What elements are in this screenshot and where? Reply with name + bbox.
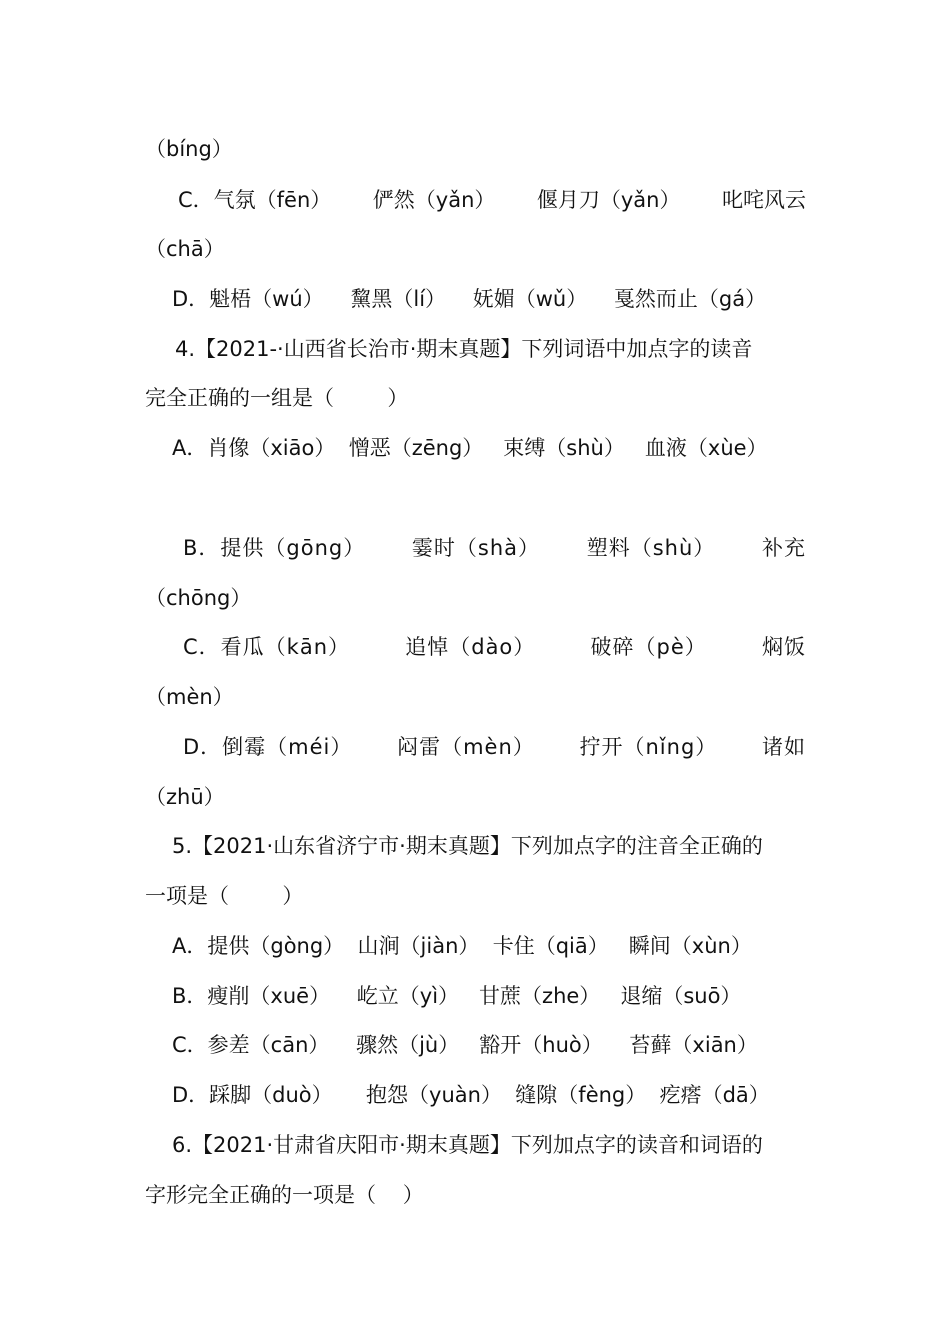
q4-option-c <box>183 633 806 661</box>
option-c-item-1: C．看瓜（kān） <box>183 635 351 659</box>
question-6-stem: 6.【2021·甘肃省庆阳市·期末真题】下列加点字的读音和词语的 <box>172 1133 763 1157</box>
q4-option-a: A．肖像（xiāo） 憎恶（zēng） 束缚（shù） 血液（xùe） <box>172 436 768 460</box>
option-c-item-4: 焖饭 <box>761 635 806 659</box>
option-d-item-3: 拧开（nǐng） <box>579 735 718 759</box>
option-d-item-2: 闷雷（mèn） <box>397 735 535 759</box>
q3-option-c <box>178 186 806 214</box>
q5-option-b: B．瘦削（xuē） 屹立（yì） 甘蔗（zhe） 退缩（suō） <box>172 984 742 1008</box>
option-c-continuation: （chā） <box>145 237 225 261</box>
q5-option-a: A．提供（gòng） 山涧（jiàn） 卡住（qiā） 瞬间（xùn） <box>172 934 752 958</box>
option-b-continuation: （bíng） <box>145 137 233 161</box>
option-c-item-2: 追悼（dào） <box>405 635 536 659</box>
option-b-item-1: B．提供（gōng） <box>183 536 366 560</box>
question-6-stem-continuation: 字形完全正确的一项是（ ） <box>145 1183 424 1207</box>
q3-option-d: D．魁梧（wú） 黧黑（lí） 妩媚（wǔ） 戛然而止（gá） <box>172 287 767 311</box>
option-c-item-3: 破碎（pè） <box>590 635 707 659</box>
option-c-item-3: 偃月刀（yǎn） <box>536 188 681 212</box>
q5-option-d: D．踩脚（duò） 抱怨（yuàn） 缝隙（fèng） 疙瘩（dā） <box>172 1083 770 1107</box>
question-5-stem: 5.【2021·山东省济宁市·期末真题】下列加点字的注音全正确的 <box>172 834 763 858</box>
q4-option-c-continuation: （mèn） <box>145 685 234 709</box>
q4-option-b <box>183 534 806 562</box>
q4-option-d <box>183 733 806 761</box>
option-d-item-4: 诸如 <box>761 735 806 759</box>
option-b-item-3: 塑料（shù） <box>586 536 716 560</box>
option-b-item-4: 补充 <box>761 536 806 560</box>
q4-option-d-continuation: （zhū） <box>145 785 225 809</box>
question-5-stem-continuation: 一项是（ ） <box>145 884 304 908</box>
option-b-item-2: 霎时（shà） <box>411 536 541 560</box>
option-d-item-1: D．倒霉（méi） <box>183 735 353 759</box>
question-4-stem-continuation: 完全正确的一组是（ ） <box>145 386 409 410</box>
option-c-item-1: C．气氛（fēn） <box>178 188 332 212</box>
question-4-stem: 4.【2021-·山西省长治市·期末真题】下列词语中加点字的读音 <box>175 337 753 361</box>
q5-option-c: C．参差（cān） 骤然（jù） 豁开（huò） 苔藓（xiān） <box>172 1033 758 1057</box>
option-c-item-2: 俨然（yǎn） <box>372 188 496 212</box>
q4-option-b-continuation: （chōng） <box>145 586 252 610</box>
option-c-item-4: 叱咤风云 <box>721 188 806 212</box>
